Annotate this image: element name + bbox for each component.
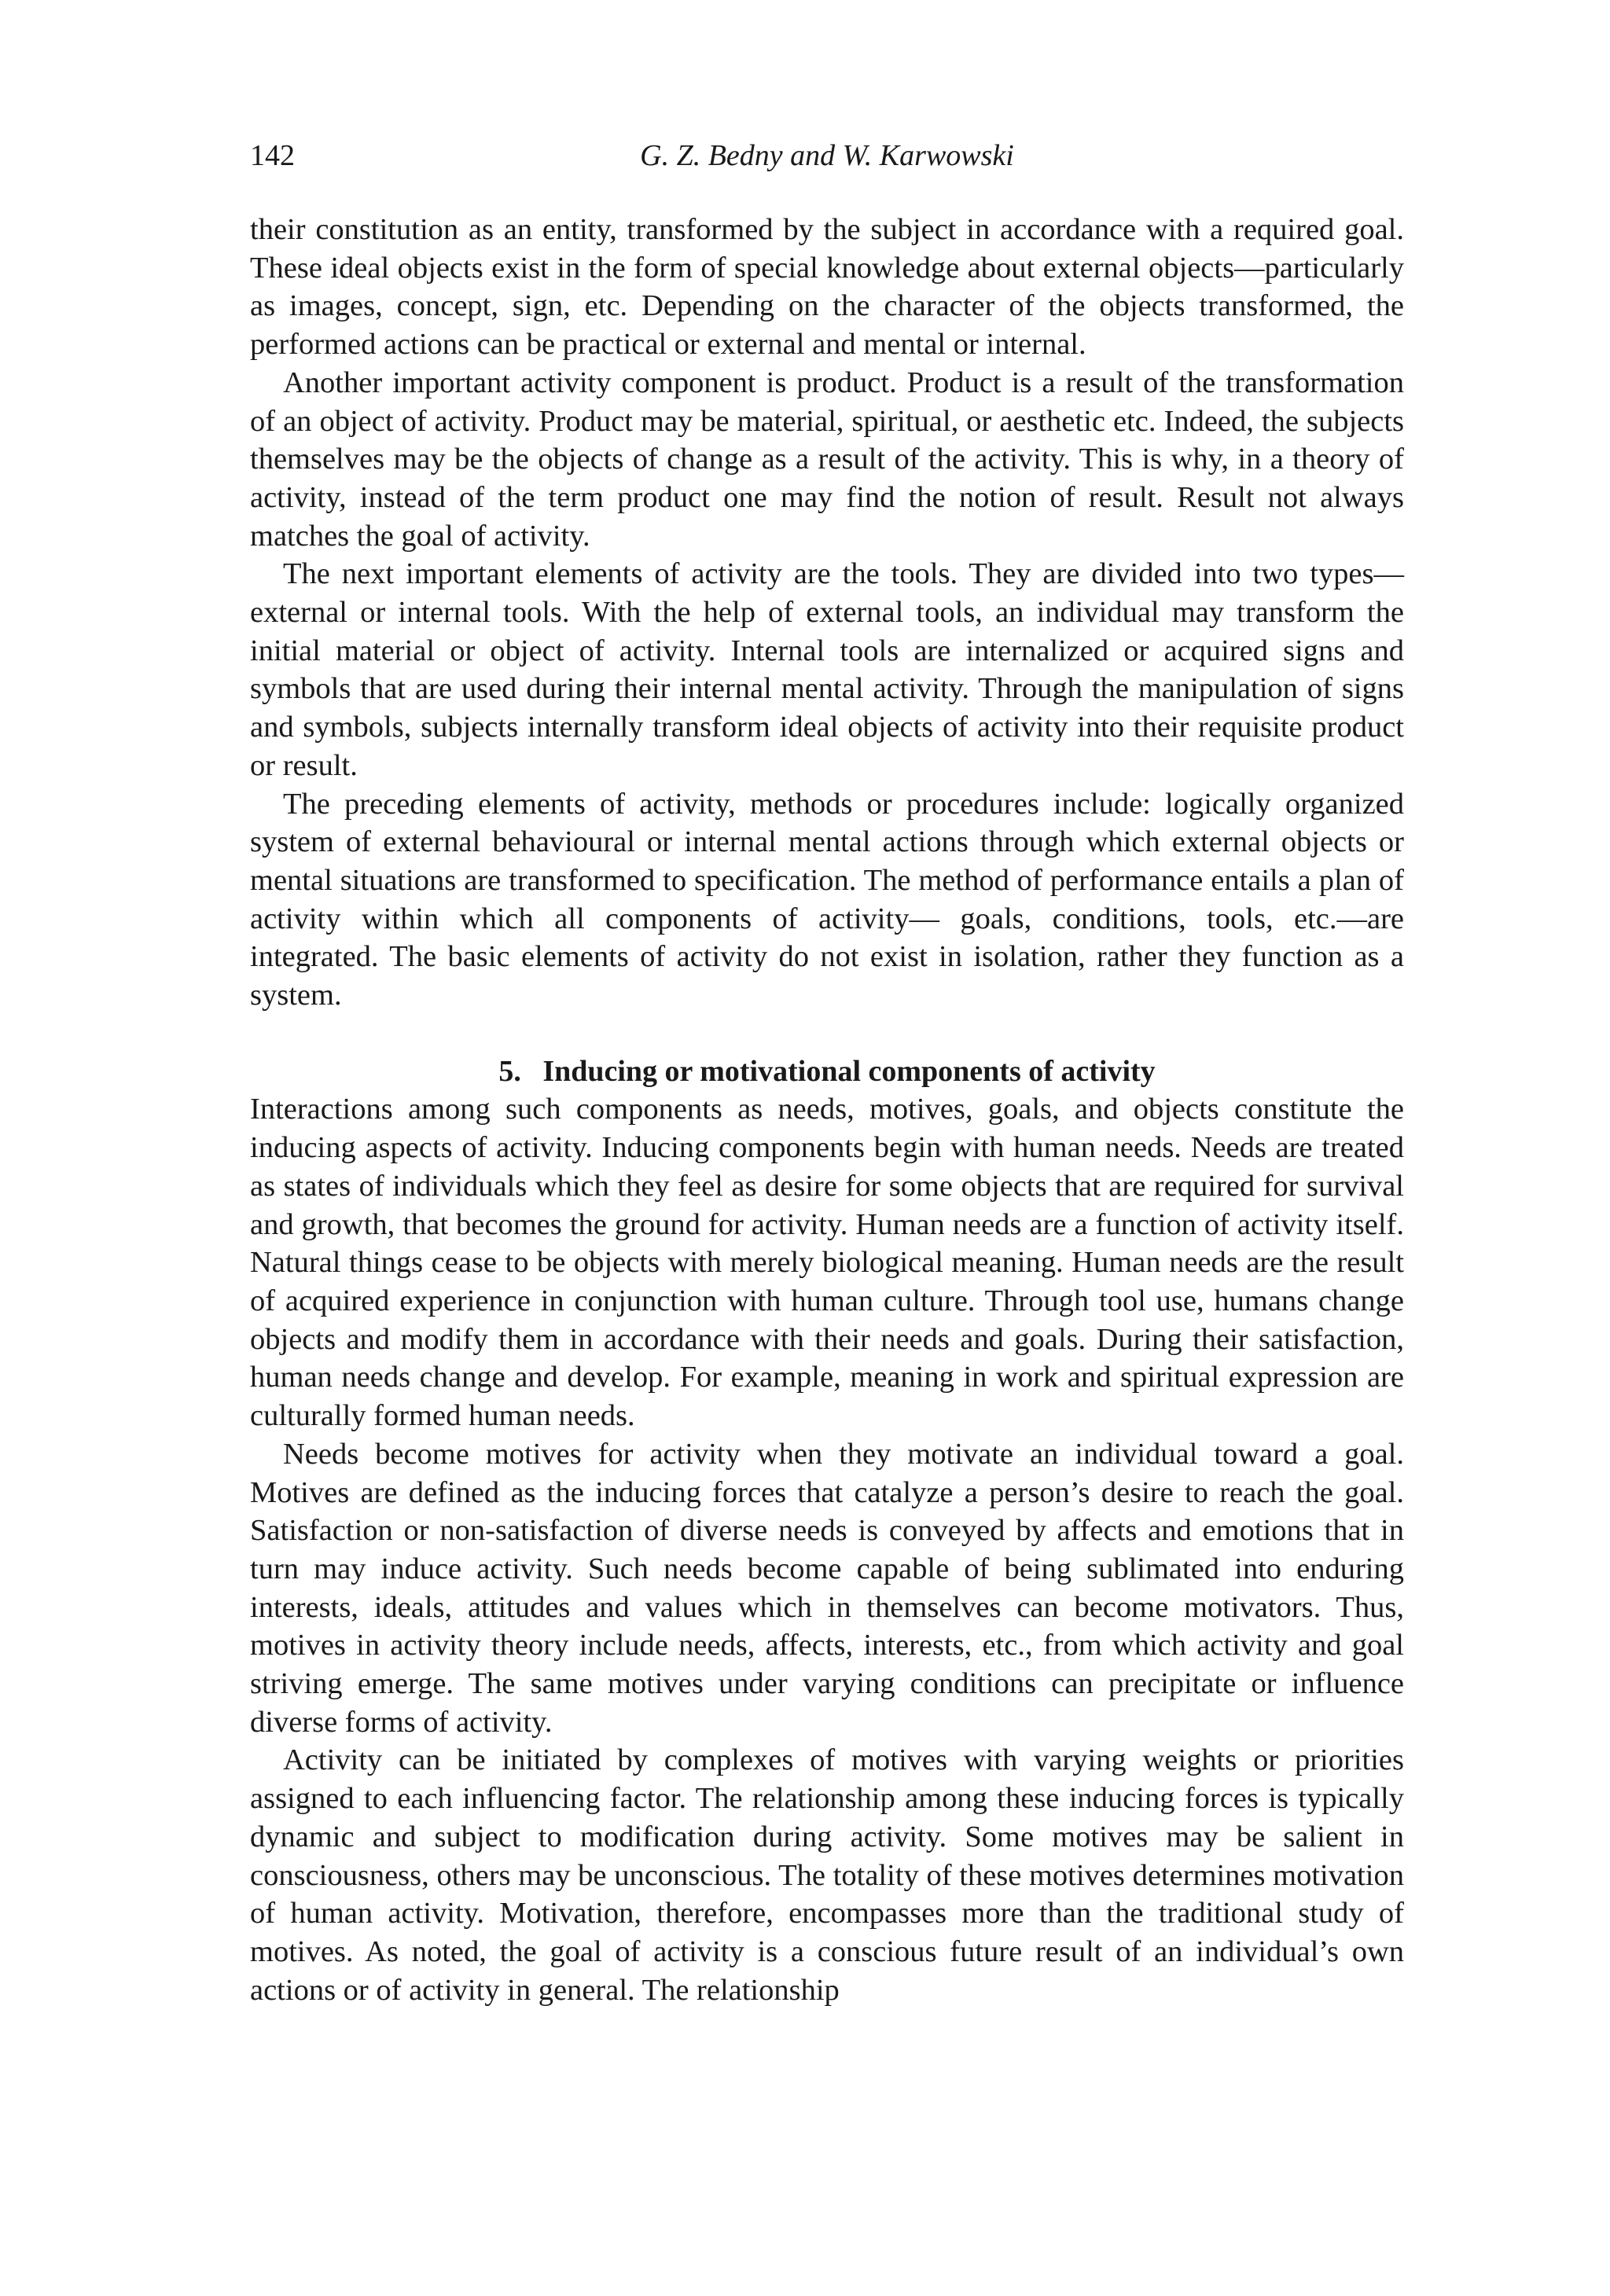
page-number: 142	[250, 139, 295, 172]
section-title: Inducing or motivational components of activity	[542, 1054, 1156, 1088]
running-head	[250, 138, 1404, 186]
paragraph-product: Another important activity component is product. Product is a result of the transformation of an object of activity. Product may be material, spiritual, or aesthetic etc. Indeed, the subjects themselves may be the objects of change as a result of the activity. This is why, in a theory of activity, instead of the term product one may find the notion of result. Result not always matches the goal of activity.	[250, 366, 1404, 553]
body-text	[250, 211, 1404, 2009]
paragraph-methods: The preceding elements of activity, methods or procedures include: logically organized system of external behavioural or internal mental actions through which external objects or mental situations are transformed to specification. The method of performance entails a plan of activity within which all components of activity— goals, conditions, tools, etc.—are integrated. The basic elements of activity do not exist in isolation, rather they function as a system.	[250, 787, 1404, 1012]
section-number: 5.	[498, 1054, 521, 1088]
section-heading	[250, 1052, 1404, 1091]
paragraph-inducing: Interactions among such components as needs, motives, goals, and objects constitute the inducing aspects of activity. Inducing components begin with human needs. Needs are treated as states of individuals which they feel as desire for some objects that are required for survival and growth, that becomes the ground for activity. Human needs are a function of activity itself. Natural things cease to be objects with merely biological meaning. Human needs are the result of acquired experience in conjunction with human culture. Through tool use, humans change objects and modify them in accordance with their needs and goals. During their satisfaction, human needs change and develop. For example, meaning in work and spiritual expression are culturally formed human needs.	[250, 1093, 1404, 1433]
paragraph-tools: The next important elements of activity are the tools. They are divided into two types—external or internal tools. With the help of external tools, an individual may transform the initial material or object of activity. Internal tools are internalized or acquired signs and symbols that are used during their internal mental activity. Through the manipulation of signs and symbols, subjects internally transform ideal objects of activity into their requisite product or result.	[250, 557, 1404, 782]
running-title: G. Z. Bedny and W. Karwowski	[640, 139, 1014, 172]
paragraph-motives: Needs become motives for activity when they motivate an individual toward a goal. Motives are defined as the inducing forces that catalyze a person’s desire to reach the goal. Satisfaction or non-satisfaction of diverse needs is conveyed by affects and emotions that in turn may induce activity. Such needs become capable of being sublimated into enduring interests, ideals, attitudes and values which in themselves can become motivators. Thus, motives in activity theory include needs, affects, interests, etc., from which activity and goal striving emerge. The same motives under varying conditions can precipitate or influence diverse forms of activity.	[250, 1437, 1404, 1739]
paragraph-motivation: Activity can be initiated by complexes of motives with varying weights or priorities assigned to each influencing factor. The relationship among these inducing forces is typically dynamic and subject to modification during activity. Some motives may be salient in consciousness, others may be unconscious. The totality of these motives determines motivation of human activity. Motivation, therefore, encompasses more than the traditional study of motives. As noted, the goal of activity is a conscious future result of an individual’s own actions or of activity in general. The relationship	[250, 1743, 1404, 2007]
paragraph-continued: their constitution as an entity, transformed by the subject in accordance with a required goal. These ideal objects exist in the form of special knowledge about external objects—particularly as images, concept, sign, etc. Depending on the character of the objects transformed, the performed actions can be practical or external and mental or internal.	[250, 213, 1404, 362]
